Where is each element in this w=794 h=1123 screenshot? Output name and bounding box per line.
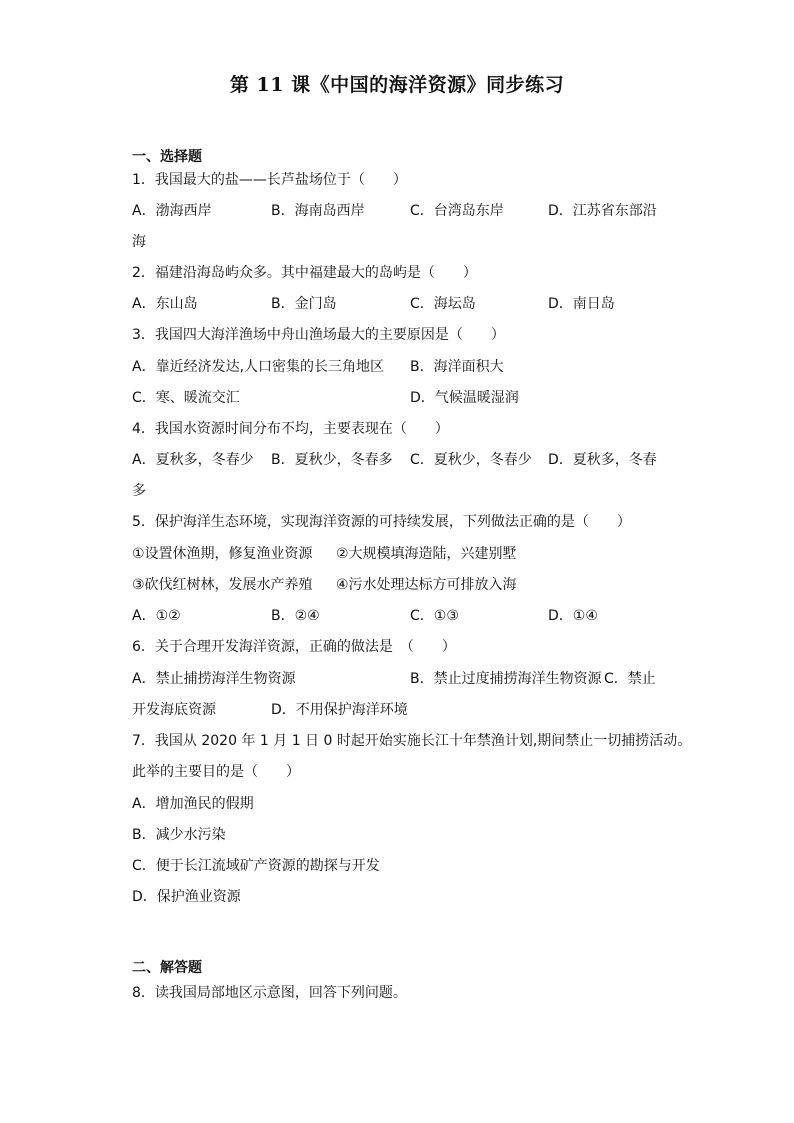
q6-option-c: C．禁止 [604,671,656,687]
q5-item-3: ③砍伐红树林，发展水产养殖 [132,577,313,593]
q4-option-c: C．夏秋少，冬春少 [410,452,532,468]
q2-option-c: C．海坛岛 [410,296,476,312]
q3-option-c: C．寒、暖流交汇 [132,390,240,406]
q5-item-4: ④污水处理达标方可排放入海 [336,577,517,593]
q7-option-c: C．便于长江流域矿产资源的勘探与开发 [132,858,380,874]
q7-option-b: B．减少水污染 [132,827,226,843]
q6-option-c-wrap: 开发海底资源 [132,702,216,718]
q6-option-a: A．禁止捕捞海洋生物资源 [132,671,296,687]
q5-option-d: D．①④ [548,608,598,624]
q6-option-b: B．禁止过度捕捞海洋生物资源 [410,671,602,687]
q3-option-a: A．靠近经济发达,人口密集的长三角地区 [132,359,385,375]
q1-option-d-wrap: 海 [132,234,146,250]
q5-item-2: ②大规模填海造陆，兴建别墅 [336,546,517,562]
question-6-stem: 6．关于合理开发海洋资源，正确的做法是 （ ） [132,639,456,655]
q5-option-a: A．①② [132,608,181,624]
q6-option-d: D．不用保护海洋环境 [271,702,408,718]
q4-option-b: B．夏秋少，冬春多 [271,452,393,468]
q7-option-d: D．保护渔业资源 [132,889,241,905]
q2-option-a: A．东山岛 [132,296,198,312]
question-7-stem-line2: 此举的主要目的是（ ） [132,764,300,780]
question-2-stem: 2．福建沿海岛屿众多。其中福建最大的岛屿是（ ） [132,265,477,281]
section-heading-choice: 一、选择题 [132,149,202,165]
q3-option-b: B．海洋面积大 [410,359,504,375]
q1-option-b: B．海南岛西岸 [271,203,365,219]
q2-option-d: D．南日岛 [548,296,615,312]
question-7-stem: 7．我国从 2020 年 1 月 1 日 0 时起开始实施长江十年禁渔计划,期间禁止一切捕捞活动。 [132,733,692,749]
question-5-stem: 5．保护海洋生态环境，实现海洋资源的可持续发展，下列做法正确的是（ ） [132,514,631,530]
q4-option-d: D．夏秋多，冬春 [548,452,657,468]
q2-option-b: B．金门岛 [271,296,337,312]
page-title: 第 11 课《中国的海洋资源》同步练习 [229,74,565,96]
question-3-stem: 3．我国四大海洋渔场中舟山渔场最大的主要原因是（ ） [132,327,505,343]
q5-option-b: B．②④ [271,608,320,624]
question-1-stem: 1．我国最大的盐——长芦盐场位于（ ） [132,172,407,188]
question-8-stem: 8．读我国局部地区示意图，回答下列问题。 [132,985,407,1001]
q1-option-c: C．台湾岛东岸 [410,203,504,219]
question-4-stem: 4．我国水资源时间分布不均，主要表现在（ ） [132,421,449,437]
q1-option-d: D．江苏省东部沿 [548,203,657,219]
q4-option-d-wrap: 多 [132,483,146,499]
q4-option-a: A．夏秋多，冬春少 [132,452,254,468]
section-heading-answer: 二、解答题 [132,960,202,976]
q7-option-a: A．增加渔民的假期 [132,796,254,812]
q5-option-c: C．①③ [410,608,459,624]
q1-option-a: A．渤海西岸 [132,203,212,219]
q3-option-d: D．气候温暖湿润 [410,390,519,406]
q5-item-1: ①设置休渔期，修复渔业资源 [132,546,313,562]
